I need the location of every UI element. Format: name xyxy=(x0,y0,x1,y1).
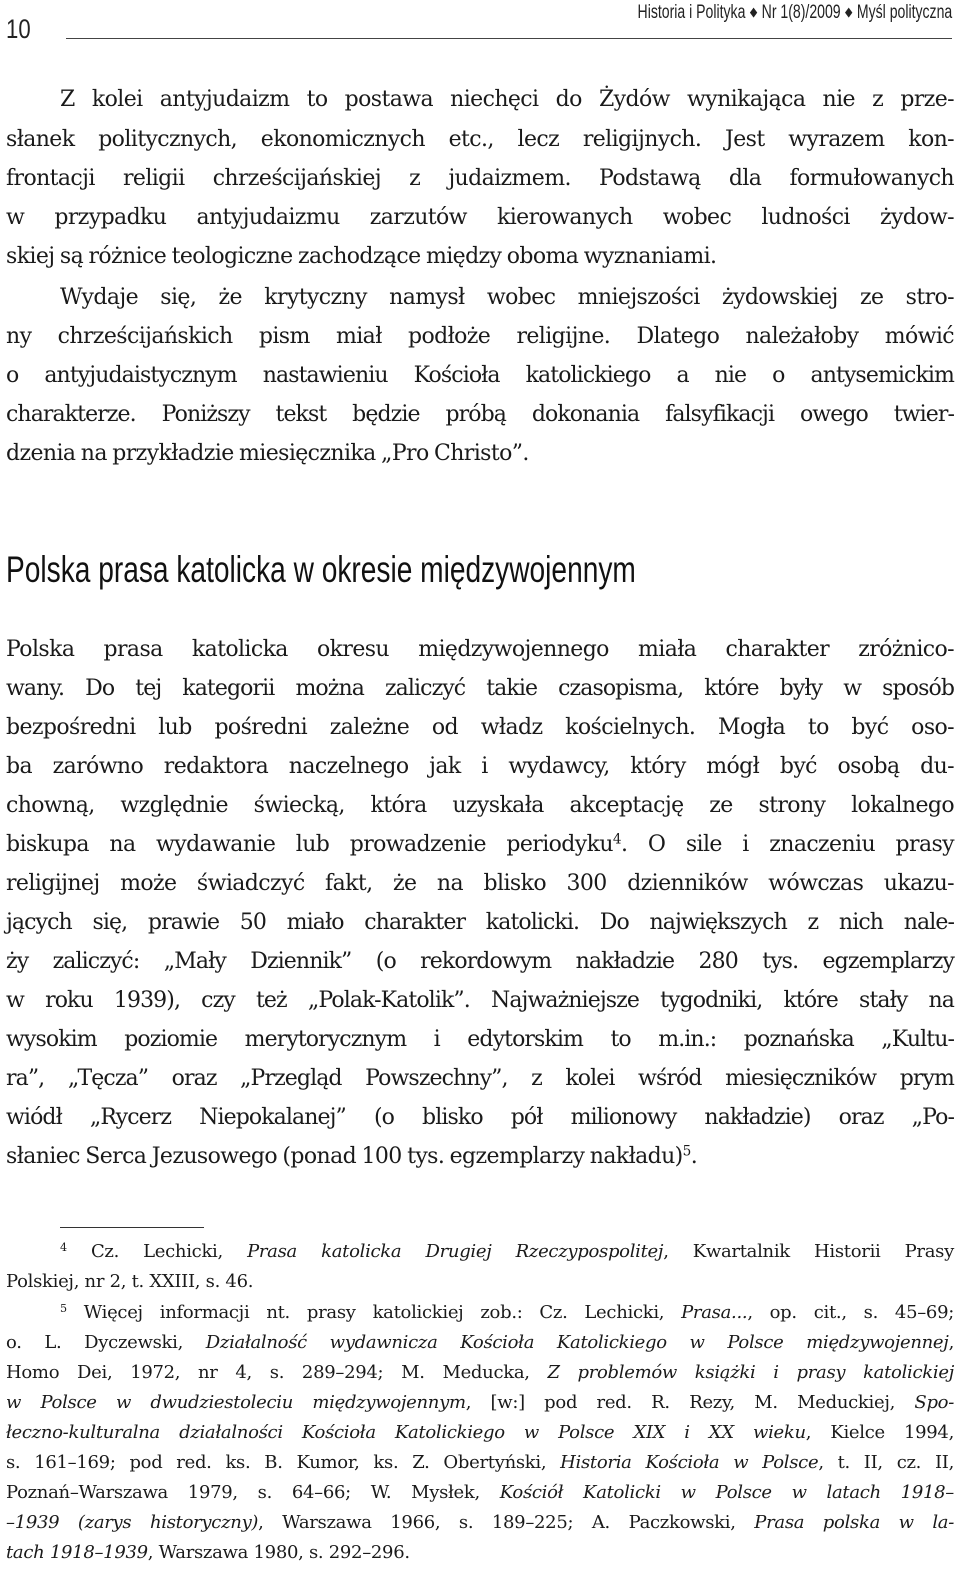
body-line: wysokim poziomie merytorycznym i edytorskim to m.in.: poznańska „Kultu- xyxy=(6,1027,954,1052)
body-line: Polska prasa katolicka okresu międzywojennego miała charakter zróżnico- xyxy=(6,637,954,662)
footnote-text: , Kwartalnik Historii Prasy xyxy=(663,1241,954,1262)
footnote-title: Kościół Katolicki w Polsce w latach 1918– xyxy=(499,1482,954,1503)
footnote-line: Polskiej, nr 2, t. XXIII, s. 46. xyxy=(6,1271,254,1292)
footnote-text: , [w:] pod red. R. Rezy, M. Meduckiej, xyxy=(465,1392,915,1413)
footnote-line xyxy=(6,1362,954,1384)
body-line: Z kolei antyjudaizm to postawa niechęci do Żydów wynikająca nie z prze- xyxy=(60,87,954,112)
body-line: ży zaliczyć: „Mały Dziennik” (o rekordowym nakładzie 280 tys. egzemplarzy xyxy=(6,949,954,974)
footnote-text: Cz. Lechicki, xyxy=(90,1241,248,1262)
diamond-separator-icon: ◆ xyxy=(749,4,758,19)
body-line: w przypadku antyjudaizmu zarzutów kierowanych wobec ludności żydow- xyxy=(6,205,954,230)
body-text: słaniec Serca Jezusowego (ponad 100 tys. egzemplarzy nakładu) xyxy=(6,1144,683,1169)
footnote-title: Historia Kościoła w Polsce xyxy=(560,1452,819,1473)
body-line: słanek politycznych, ekonomicznych etc., lecz religijnych. Jest wyrazem kon- xyxy=(6,127,954,152)
footnote-line xyxy=(6,1332,954,1354)
footnote-line xyxy=(60,1241,954,1263)
body-line: o antyjudaistycznym nastawieniu Kościoła katolickiego a nie o antysemickim xyxy=(6,363,954,388)
footnote-text: Homo Dei, 1972, nr 4, s. 289–294; M. Meducka, xyxy=(6,1362,548,1383)
footnote-title: Prasa polska w la- xyxy=(754,1512,954,1533)
footnote-line xyxy=(6,1422,954,1444)
issue-number: Nr 1(8)/2009 xyxy=(761,2,841,23)
body-line: ba zarówno redaktora naczelnego jak i wydawcy, który mógł być osobą du- xyxy=(6,754,954,779)
footnote-title: w Polsce w dwudziestoleciu międzywojennym xyxy=(6,1392,466,1413)
footnote-text: Więcej informacji nt. prasy katolickiej zob.: Cz. Lechicki, xyxy=(83,1302,682,1323)
body-line: religijnej może świadczyć fakt, że na blisko 300 dzienników wówczas ukazu- xyxy=(6,871,954,896)
section-name: Myśl polityczna xyxy=(856,2,952,23)
footnote-line xyxy=(6,1392,954,1414)
footnote-text: , Warszawa 1980, s. 292–296. xyxy=(147,1542,410,1563)
body-line: dzenia na przykładzie miesięcznika „Pro Christo”. xyxy=(6,441,529,466)
body-line: Wydaje się, że krytyczny namysł wobec mniejszości żydowskiej ze stro- xyxy=(60,285,954,310)
footnote-text: , op. cit., s. 45–69; xyxy=(747,1302,955,1323)
page-number: 10 xyxy=(6,14,31,44)
body-line: chowną, względnie świecką, która uzyskała akceptację ze strony lokalnego xyxy=(6,793,954,818)
footnote-ref[interactable]: 4 xyxy=(612,831,621,848)
footnote-line xyxy=(6,1482,954,1504)
body-line: charakterze. Poniższy tekst będzie próbą dokonania falsyfikacji owego twier- xyxy=(6,402,954,427)
footnote-title: Działalność wydawnicza Kościoła Katolickiego w Polsce międzywojennej xyxy=(205,1332,949,1353)
body-line: wany. Do tej kategorii można zaliczyć takie czasopisma, które były w sposób xyxy=(6,676,954,701)
journal-name: Historia i Polityka xyxy=(637,2,746,23)
footnote-text: o. L. Dyczewski, xyxy=(6,1332,206,1353)
body-text: . O sile i znaczeniu prasy xyxy=(620,832,954,857)
footnote-line xyxy=(6,1452,954,1474)
body-line: bezpośredni lub pośredni zależne od władz kościelnych. Mogła to być oso- xyxy=(6,715,954,740)
footnote-title: –1939 (zarys historyczny) xyxy=(6,1512,259,1533)
footnote-text: , t. II, cz. II, xyxy=(818,1452,954,1473)
body-line: jących się, prawie 50 miało charakter katolicki. Do największych z nich nale- xyxy=(6,910,954,935)
footnote-text: Poznań–Warszawa 1979, s. 64–66; W. Mysłek, xyxy=(6,1482,500,1503)
footnote-ref[interactable]: 5 xyxy=(682,1143,691,1160)
body-text: biskupa na wydawanie lub prowadzenie periodyku xyxy=(6,832,613,857)
body-line: frontacji religii chrześcijańskiej z judaizmem. Podstawą dla formułowanych xyxy=(6,166,954,191)
footnote-title: Spo- xyxy=(914,1392,954,1413)
footnote-title: łeczno-kulturalna działalności Kościoła Katolickiego w Polsce XIX i XX wieku xyxy=(6,1422,806,1443)
body-line xyxy=(6,832,954,858)
body-line xyxy=(6,1144,954,1170)
footnote-line xyxy=(60,1302,954,1324)
footnote-title: Z problemów książki i prasy katolickiej xyxy=(547,1362,954,1383)
diamond-separator-icon: ◆ xyxy=(844,4,853,19)
body-line: w roku 1939), czy też „Polak-Katolik”. Najważniejsze tygodniki, które stały na xyxy=(6,988,954,1013)
footnote-text: , Kielce 1994, xyxy=(805,1422,954,1443)
footnote-line xyxy=(6,1512,954,1534)
footnote-text: , xyxy=(948,1332,954,1353)
body-line: skiej są różnice teologiczne zachodzące między oboma wyznaniami. xyxy=(6,244,717,269)
section-heading: Polska prasa katolicka w okresie międzywojennym xyxy=(6,549,636,590)
footnote-text: s. 161–169; pod red. ks. B. Kumor, ks. Z. Obertyński, xyxy=(6,1452,561,1473)
footnote-title: tach 1918–1939 xyxy=(6,1542,148,1563)
footnote-number: 5 xyxy=(60,1301,67,1315)
body-line: ra”, „Tęcza” oraz „Przegląd Powszechny”, z kolei wśród miesięczników prym xyxy=(6,1066,954,1091)
footnote-text: , Warszawa 1966, s. 189–225; A. Paczkowski, xyxy=(258,1512,755,1533)
body-line: wiódł „Rycerz Niepokalanej” (o blisko pół milionowy nakładzie) oraz „Po- xyxy=(6,1105,954,1130)
footnote-rule xyxy=(60,1227,204,1228)
footnote-line xyxy=(6,1542,954,1564)
footnote-title: Prasa... xyxy=(681,1302,748,1323)
body-text: . xyxy=(690,1144,698,1169)
footnote-number: 4 xyxy=(60,1240,67,1254)
footnote-title: Prasa katolicka Drugiej Rzeczypospolitej xyxy=(247,1241,664,1262)
body-line: ny chrześcijańskich pism miał podłoże religijne. Dlatego należałoby mówić xyxy=(6,324,954,349)
